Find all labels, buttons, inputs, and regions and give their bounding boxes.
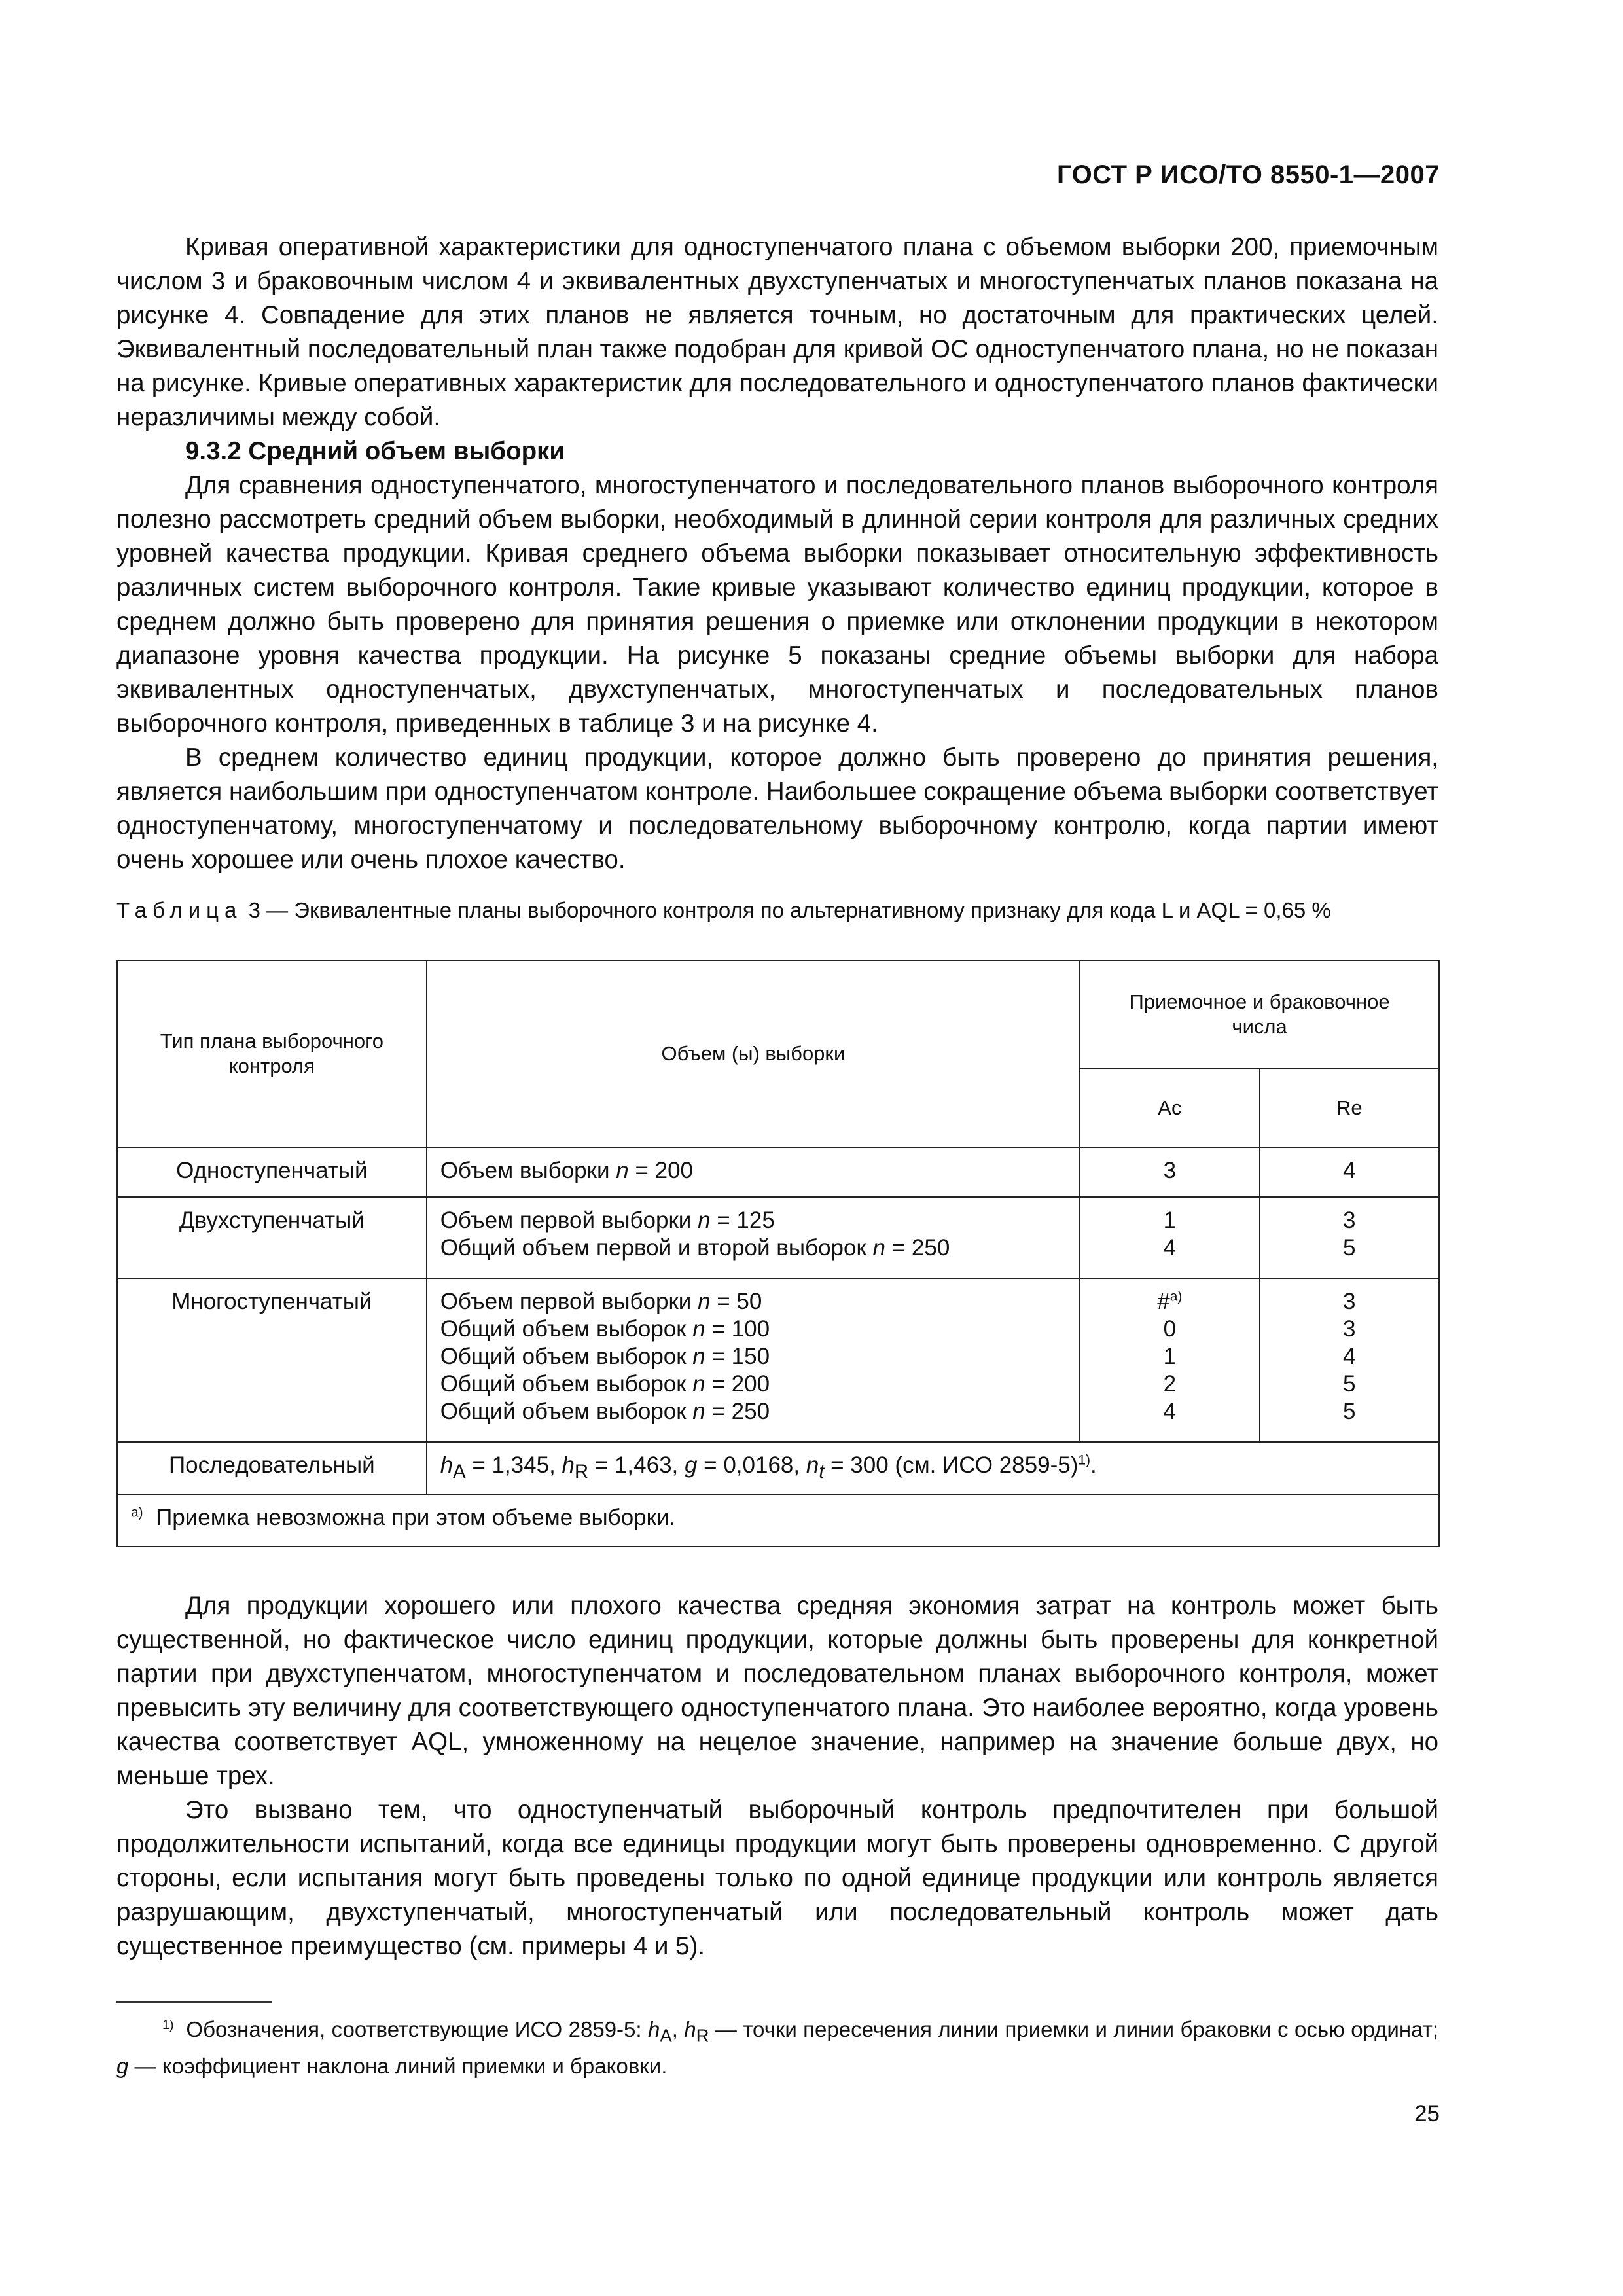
ac-value: 1 <box>1163 1344 1177 1369</box>
table-row <box>117 1278 1439 1442</box>
cell-type: Одноступенчатый <box>117 1147 427 1197</box>
section-heading: 9.3.2 Средний объем выборки <box>185 437 565 465</box>
re-value: 3 <box>1343 1316 1356 1342</box>
paragraph: Кривая оперативной характеристики для одноступенчатого плана с объемом выборки 200, приемочным числом 3 и браковочным числом 4 и эквивалентных двухступенчатых и многоступенчатых планов показана на рисунке 4. Совпадение для этих планов не является точным, но достаточным для практических целей. Эквивалентный последовательный план также подобран для кривой ОС одноступенчатого плана, но не показан на рисунке. Кривые оперативных характеристик для последовательного и одноступенчатого планов фактически неразличимы между собой. <box>116 233 1438 431</box>
table-caption-label: Таблица <box>116 898 243 922</box>
size-line: Объем выборки n = 200 <box>440 1158 694 1183</box>
re-value: 5 <box>1343 1235 1356 1261</box>
paragraph: Это вызвано тем, что одноступенчатый выборочный контроль предпочтителен при большой продолжительности испытаний, когда все единицы продукции могут быть проверены одновременно. С другой стороны, если испытания могут быть проведены только по одной единице продукции или контроль является разрушающим, двухступенчатый, многоступенчатый или последовательный контроль может дать существенное преимущество (см. примеры 4 и 5). <box>116 1796 1438 1960</box>
header-sample-sizes: Объем (ы) выборки <box>427 960 1080 1147</box>
table-footnote: $^{а)}$ Приемка невозможна при этом объеме выборки. <box>117 1494 1439 1547</box>
paragraph: В среднем количество единиц продукции, которое должно быть проверено до принятия решения, является наибольшим при одноступенчатом контроле. Наибольшее сокращение объема выборки соответствует одноступенчатому, многоступенчатому и последовательному выборочному контролю, когда партии имеют очень хорошее или очень плохое качество. <box>116 744 1438 874</box>
ac-value: #$^{а)}$ <box>1157 1289 1183 1314</box>
text-block-bottom <box>116 1589 1438 1964</box>
table-footnote-row <box>117 1494 1439 1547</box>
table-row <box>117 1147 1439 1197</box>
header-re: Re <box>1260 1069 1439 1147</box>
table-row <box>117 1197 1439 1278</box>
header-numbers: Приемочное и браковочное числа <box>1080 960 1439 1069</box>
re-value: 4 <box>1343 1158 1356 1183</box>
text-block-top <box>116 230 1438 877</box>
size-line: Общий объем выборок n = 200 <box>440 1371 770 1397</box>
cell-ac <box>1080 1197 1259 1278</box>
cell-sizes <box>427 1197 1080 1278</box>
ac-value: 3 <box>1163 1158 1177 1183</box>
table-row <box>117 1442 1439 1494</box>
cell-ac <box>1080 1278 1259 1442</box>
re-value: 5 <box>1343 1371 1356 1397</box>
size-line: Объем первой выборки n = 50 <box>440 1289 762 1314</box>
size-line: Общий объем первой и второй выборок n = 250 <box>440 1235 950 1261</box>
ac-value: 1 <box>1163 1208 1177 1233</box>
footnote-text: $^{1)}$ Обозначения, соответствующие ИСО 2859-5: $h_A$, $h_R$ — точки пересечения линии приемки и линии браковки с осью ординат; g — коэффициент наклона линий приемки и браковки. <box>116 2017 1438 2078</box>
re-value: 4 <box>1343 1344 1356 1369</box>
ac-value: 4 <box>1163 1399 1177 1424</box>
table-caption-text: 3 — Эквивалентные планы выборочного контроля по альтернативному признаку для кода L и AQL = 0,65 % <box>248 898 1331 922</box>
footnote-separator <box>116 2001 272 2003</box>
cell-sequential-params: $h_A = 1,345$, $h_R = 1,463$, g = 0,0168, $n_t = 300$ (см. ИСО 2859-5)$^{1)}$. <box>427 1442 1439 1494</box>
re-value: 3 <box>1343 1289 1356 1314</box>
header-plan-type: Тип плана выборочного контроля <box>117 960 427 1147</box>
paragraph: Для сравнения одноступенчатого, многоступенчатого и последовательного планов выборочного контроля полезно рассмотреть средний объем выборки, необходимый в длинной серии контроля для различных средних уровней качества продукции. Кривая среднего объема выборки показывает относительную эффективность различных систем выборочного контроля. Такие кривые указывают количество единиц продукции, которое в среднем должно быть проверено для принятия решения о приемке или отклонении продукции в некотором диапазоне уровня качества продукции. На рисунке 5 показаны средние объемы выборки для набора эквивалентных одноступенчатых, двухступенчатых, многоступенчатых и последовательных планов выборочного контроля, приведенных в таблице 3 и на рисунке 4. <box>116 471 1438 738</box>
page-number: 25 <box>1414 2101 1440 2126</box>
sampling-plans-table <box>116 960 1440 1547</box>
header-ac: Ac <box>1080 1069 1259 1147</box>
cell-ac <box>1080 1147 1259 1197</box>
ac-value: 4 <box>1163 1235 1177 1261</box>
paragraph: Для продукции хорошего или плохого качества средняя экономия затрат на контроль может быть существенной, но фактическое число единиц продукции, которые должны быть проверены для конкретной партии при двухступенчатом, многоступенчатом и последовательном планах выборочного контроля, может превысить эту величину для соответствующего одноступенчатого плана. Это наиболее вероятно, когда уровень качества соответствует AQL, умноженному на нецелое значение, например на значение больше двух, но меньше трех. <box>116 1592 1438 1790</box>
re-value: 5 <box>1343 1399 1356 1424</box>
size-line: Общий объем выборок n = 250 <box>440 1399 770 1424</box>
cell-type: Многоступенчатый <box>117 1278 427 1442</box>
cell-type: Последовательный <box>117 1442 427 1494</box>
page-footnote <box>116 2015 1438 2081</box>
cell-re <box>1260 1278 1439 1442</box>
document-code: ГОСТ Р ИСО/ТО 8550-1—2007 <box>1056 160 1440 189</box>
cell-type: Двухступенчатый <box>117 1197 427 1278</box>
table-caption <box>116 897 1438 924</box>
size-line: Общий объем выборок n = 100 <box>440 1316 770 1342</box>
ac-value: 2 <box>1163 1371 1177 1397</box>
cell-sizes <box>427 1278 1080 1442</box>
re-value: 3 <box>1343 1208 1356 1233</box>
ac-value: 0 <box>1163 1316 1177 1342</box>
cell-sizes <box>427 1147 1080 1197</box>
size-line: Общий объем выборок n = 150 <box>440 1344 770 1369</box>
cell-re <box>1260 1197 1439 1278</box>
size-line: Объем первой выборки n = 125 <box>440 1208 775 1233</box>
cell-re <box>1260 1147 1439 1197</box>
